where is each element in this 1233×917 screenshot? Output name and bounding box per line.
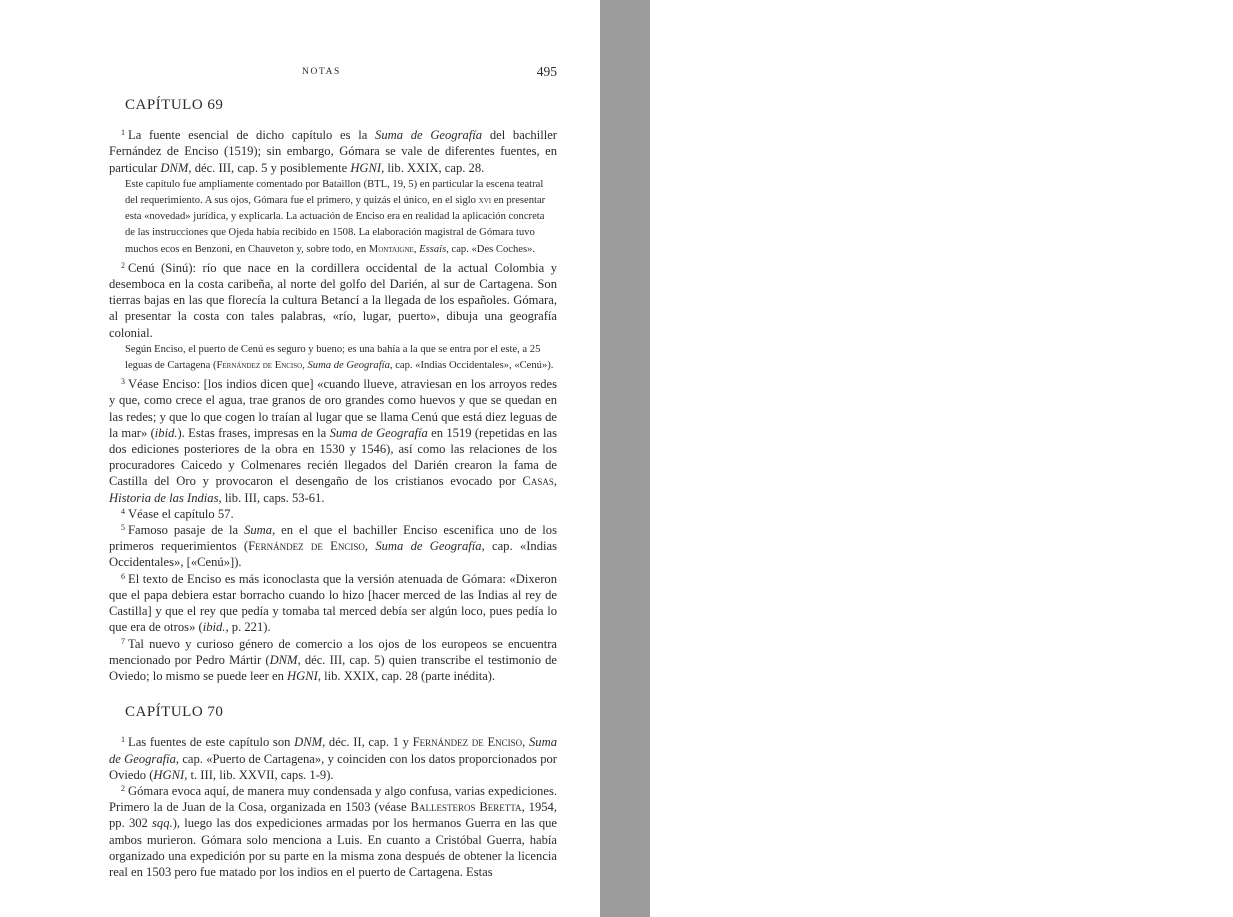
small-caps-author: Casas <box>522 474 554 489</box>
note-69-4 <box>109 506 557 522</box>
side-tab-separator: | <box>1217 389 1232 395</box>
note-69-6 <box>109 571 557 636</box>
note-text: Gómara evoca aquí, de manera muy condensada y algo confusa, varias expediciones. Primero la de Juan de la Cosa, organizada en 1503 (véase <box>109 783 557 815</box>
note-text: en 1519 (repetidas en las dos ediciones posteriores de la obra en 1530 y 1546), así como las relaciones de los procuradores Caicedo y Colmenares recién llegados del Darién crearon la fama de Castilla del Oro y provocaron el desengaño de los cristianos evocado por <box>109 425 557 489</box>
italic-title: HGNI <box>287 668 318 683</box>
comment-69-2 <box>125 342 557 374</box>
small-caps-author: Fernández de Enciso <box>248 539 365 554</box>
side-tab-right: CAPÍTULOS 67-70 <box>1217 251 1232 382</box>
small-caps-text: xvi <box>478 195 492 207</box>
note-text: , 1954, pp. 302 <box>109 800 557 831</box>
note-70-2 <box>109 783 557 880</box>
italic-title: Suma de Geografía <box>307 360 390 372</box>
note-number: 5 <box>121 523 125 533</box>
note-number: 7 <box>121 636 125 646</box>
comment-text: , cap. «Des Coches». <box>446 243 536 255</box>
note-69-3 <box>109 376 557 506</box>
note-text: , <box>553 474 557 489</box>
italic-title: Essais <box>419 243 447 255</box>
comment-text: en presentar esta «novedad» jurídica, y explicarla. La actuación de Enciso era en realidad la aplicación concreta de las instrucciones que Ojeda había recibido en 1508. La elaboración magistral de Gómara tuvo muchos ecos en Benzoni, en Chauveton y, sobre todo, en <box>125 195 546 255</box>
italic-title: DNM <box>294 735 323 750</box>
small-caps-author: Fernández de Enciso <box>412 735 523 750</box>
note-text: La fuente esencial de dicho capítulo es la <box>128 128 376 143</box>
note-text: El texto de Enciso es más iconoclasta que la versión atenuada de Gómara: «Dixeron que el papa debiera estar borracho cuando lo hizo [hacer merced de las Indias al rey de Castilla] y que el rey que pedía y tomaba tal merced debía ser algún loco, pues pedía lo que era de otros» ( <box>109 571 557 635</box>
note-text: , déc. III, cap. 5) quien transcribe el testimonio de Oviedo; lo mismo se puede leer en <box>109 652 558 683</box>
page-number: 495 <box>536 64 557 79</box>
note-text: Las fuentes de este capítulo son <box>128 735 295 750</box>
italic-title: Suma de Geografía <box>375 128 483 143</box>
note-text: , lib. XXIX, cap. 28. <box>381 160 485 175</box>
note-text: , en el que el bachiller Enciso escenifica uno de los primeros requerimientos ( <box>109 523 557 554</box>
italic-title: ibid. <box>154 425 178 440</box>
note-text: ). Estas frases, impresas en la <box>177 425 330 440</box>
italic-title: DNM <box>160 160 189 175</box>
note-text: , cap. «Indias Occidentales», [«Cenú»]). <box>109 539 557 570</box>
small-caps-author: Ballesteros Beretta <box>410 800 522 815</box>
side-tab-label <box>1218 252 1233 453</box>
italic-title: Suma <box>244 523 273 538</box>
comment-text: , <box>302 360 308 372</box>
note-number: 6 <box>121 571 125 581</box>
note-number: 2 <box>121 260 125 270</box>
italic-title: Historia de las Indias <box>109 490 219 505</box>
small-caps-author: Fernández de Enciso <box>216 360 303 372</box>
note-69-7 <box>109 636 557 685</box>
note-text: , déc. II, cap. 1 y <box>322 735 413 750</box>
note-text: , t. III, lib. XXVII, caps. 1-9). <box>184 767 334 782</box>
note-text: Véase Enciso: [los indios dicen que] «cuando llueve, atraviesan en los arroyos redes y que, como crece el agua, trae granos de oro grandes como huevos y que se quedan en las redes; y que lo que cogen lo traían al lugar que se llama Cenú que está diez leguas de la mar» ( <box>109 377 557 440</box>
note-69-2 <box>109 260 557 341</box>
running-title: NOTAS <box>302 67 341 77</box>
note-69-1 <box>109 127 557 176</box>
note-text: , cap. «Puerto de Cartagena», y coinciden con los datos proporcionados por Oviedo ( <box>109 751 557 782</box>
italic-title: Suma de Geografía <box>109 735 557 766</box>
note-70-1 <box>109 734 557 783</box>
comment-69-1 <box>125 177 557 258</box>
note-text: , déc. III, cap. 5 y posiblemente <box>188 160 351 175</box>
note-text: , <box>364 539 376 554</box>
note-number: 3 <box>121 377 125 387</box>
note-text: , lib. XXIX, cap. 28 (parte inédita). <box>317 668 496 683</box>
small-caps-author: Montaigne <box>368 243 414 255</box>
comment-text: Este capítulo fue ampliamente comentado por Bataillon (BTL, 19, 5) en particular la escena teatral del requerimiento. A sus ojos, Gómara fue el primero, y quizás el único, en el siglo <box>125 178 544 207</box>
side-tab-left: NOTAS <box>1217 402 1232 453</box>
italic-title: HGNI <box>350 160 382 175</box>
comment-text: , cap. «Indias Occidentales», «Cenú»). <box>389 360 554 372</box>
chapter-heading-70: CAPÍTULO 70 <box>125 704 224 721</box>
note-text: Tal nuevo y curioso género de comercio a los ojos de los europeos se encuentra mencionado por Pedro Mártir ( <box>109 636 557 667</box>
page-body <box>109 97 557 880</box>
note-number: 1 <box>121 128 125 138</box>
note-text: del bachiller Fernández de Enciso (1519); sin embargo, Gómara se vale de diferentes fuentes, en particular <box>109 128 557 175</box>
note-number: 1 <box>121 735 125 745</box>
note-text: Véase el capítulo 57. <box>128 506 234 521</box>
italic-title: Suma de Geografía <box>375 539 482 554</box>
italic-title: ibid. <box>202 620 226 635</box>
note-text: , p. 221). <box>225 620 271 635</box>
chapter-heading-69: CAPÍTULO 69 <box>125 97 224 113</box>
note-text: Cenú (Sinú): río que nace en la cordillera occidental de la actual Colombia y desemboca en la costa caribeña, al norte del golfo del Darién, al sur de Cartagena. Son tierras bajas en las que florecía la cultura Betancí a la llegada de los españoles. Gómara, al presentar la costa con tales palabras, «río, lugar, puerto», dibuja una geografía colonial. <box>109 260 557 340</box>
note-69-5 <box>109 522 557 571</box>
note-text: , <box>522 735 529 750</box>
italic-title: HGNI <box>153 767 185 782</box>
italic-title: sqq. <box>152 816 173 831</box>
note-text: Famoso pasaje de la <box>128 523 245 538</box>
comment-text: , <box>413 243 420 255</box>
side-tab <box>600 0 1232 917</box>
note-text: ), luego las dos expediciones armadas por los hermanos Guerra en las que ambos murieron. Gómara solo menciona a Luis. En cuanto a Cristóbal Guerra, había organizado una expedición por su parte en la misma zona después de obtener la licencia real en 1503 pero fue matado por los indios en el puerto de Cartagena. Estas <box>109 816 557 879</box>
note-number: 4 <box>121 506 125 516</box>
italic-title: Suma de Geografía <box>329 425 428 440</box>
italic-title: DNM <box>269 652 298 667</box>
comment-text: Según Enciso, el puerto de Cenú es seguro y bueno; es una bahía a la que se entra por el este, a 25 leguas de Cartagena ( <box>125 343 541 372</box>
note-text: , lib. III, caps. 53-61. <box>218 490 325 505</box>
note-number: 2 <box>121 783 125 793</box>
